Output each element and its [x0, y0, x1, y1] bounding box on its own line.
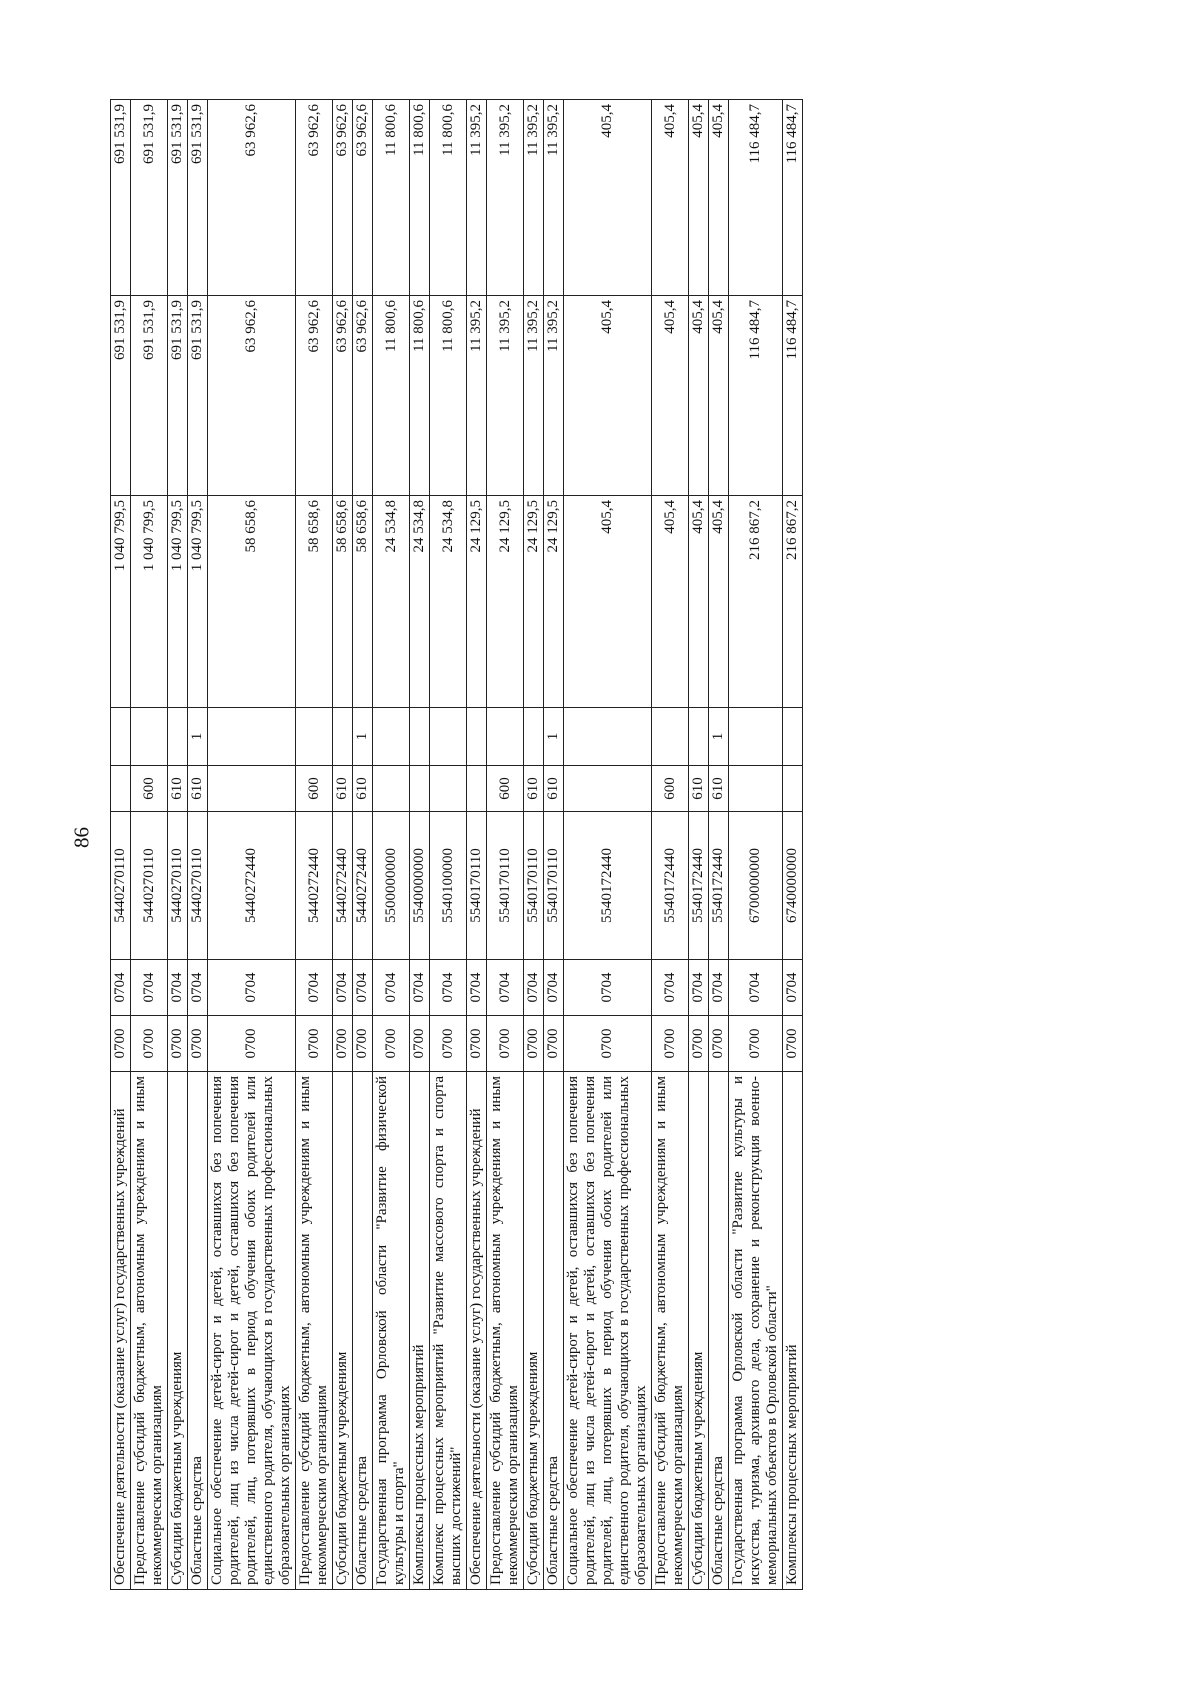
target-article-code: 5540170110: [524, 812, 544, 960]
amount-year-3: 691 531,9: [111, 100, 131, 296]
subsection-code: 0704: [689, 960, 709, 1016]
amount-year-3: 63 962,6: [353, 100, 373, 296]
source-code: [373, 708, 410, 766]
subsection-code: 0704: [430, 960, 467, 1016]
table-row: [296, 100, 333, 1590]
amount-year-2: 691 531,9: [188, 296, 208, 496]
subsection-code: 0704: [783, 960, 803, 1016]
expense-type-code: 600: [131, 766, 168, 812]
section-code: 0700: [783, 1016, 803, 1072]
table-row: [783, 100, 803, 1590]
source-code: [467, 708, 487, 766]
amount-year-3: 691 531,9: [131, 100, 168, 296]
amount-year-2: 63 962,6: [333, 296, 353, 496]
subsection-code: 0704: [524, 960, 544, 1016]
source-code: 1: [544, 708, 564, 766]
amount-year-1: 1 040 799,5: [131, 496, 168, 708]
source-code: [430, 708, 467, 766]
table-row: [111, 100, 131, 1590]
target-article-code: 5540170110: [487, 812, 524, 960]
row-name: Областные средства: [544, 1072, 564, 1590]
subsection-code: 0704: [188, 960, 208, 1016]
table-row: [188, 100, 208, 1590]
subsection-code: 0704: [544, 960, 564, 1016]
source-code: [333, 708, 353, 766]
page-number: 86: [69, 827, 94, 848]
amount-year-3: 63 962,6: [208, 100, 296, 296]
amount-year-3: 405,4: [709, 100, 729, 296]
amount-year-2: 116 484,7: [729, 296, 783, 496]
subsection-code: 0704: [111, 960, 131, 1016]
subsection-code: 0704: [729, 960, 783, 1016]
source-code: 1: [709, 708, 729, 766]
subsection-code: 0704: [487, 960, 524, 1016]
amount-year-1: 58 658,6: [208, 496, 296, 708]
target-article-code: 5440272440: [208, 812, 296, 960]
amount-year-1: 24 129,5: [467, 496, 487, 708]
amount-year-3: 11 395,2: [487, 100, 524, 296]
target-article-code: 5540170110: [544, 812, 564, 960]
table-row: [544, 100, 564, 1590]
row-name: Предоставление субсидий бюджетным, автономным учреждениям и иным некоммерческим организациям: [131, 1072, 168, 1590]
section-code: 0700: [709, 1016, 729, 1072]
subsection-code: 0704: [296, 960, 333, 1016]
amount-year-1: 58 658,6: [333, 496, 353, 708]
amount-year-3: 11 800,6: [410, 100, 430, 296]
target-article-code: 5540100000: [430, 812, 467, 960]
expense-type-code: [373, 766, 410, 812]
source-code: [487, 708, 524, 766]
source-code: [111, 708, 131, 766]
amount-year-2: 11 800,6: [410, 296, 430, 496]
amount-year-2: 405,4: [652, 296, 689, 496]
row-name: Предоставление субсидий бюджетным, автономным учреждениям и иным некоммерческим организациям: [652, 1072, 689, 1590]
source-code: [652, 708, 689, 766]
amount-year-1: 1 040 799,5: [111, 496, 131, 708]
expense-type-code: [729, 766, 783, 812]
amount-year-1: 1 040 799,5: [188, 496, 208, 708]
target-article-code: 5540170110: [467, 812, 487, 960]
amount-year-1: 24 129,5: [524, 496, 544, 708]
section-code: 0700: [467, 1016, 487, 1072]
amount-year-1: 1 040 799,5: [168, 496, 188, 708]
expense-type-code: [564, 766, 652, 812]
expense-type-code: 610: [188, 766, 208, 812]
table-row: [168, 100, 188, 1590]
target-article-code: 5540172440: [709, 812, 729, 960]
table-row: [410, 100, 430, 1590]
row-name: Субсидии бюджетным учреждениям: [168, 1072, 188, 1590]
target-article-code: 5440272440: [296, 812, 333, 960]
amount-year-2: 405,4: [709, 296, 729, 496]
target-article-code: 5440270110: [188, 812, 208, 960]
target-article-code: 5540172440: [652, 812, 689, 960]
expense-type-code: 610: [168, 766, 188, 812]
target-article-code: 5540172440: [564, 812, 652, 960]
target-article-code: 6700000000: [729, 812, 783, 960]
section-code: 0700: [487, 1016, 524, 1072]
section-code: 0700: [296, 1016, 333, 1072]
row-name: Обеспечение деятельности (оказание услуг) государственных учреждений: [467, 1072, 487, 1590]
expense-type-code: [208, 766, 296, 812]
table-row: [430, 100, 467, 1590]
target-article-code: 5540000000: [410, 812, 430, 960]
target-article-code: 6740000000: [783, 812, 803, 960]
row-name: Социальное обеспечение детей-сирот и детей, оставшихся без попечения родителей, лиц из числа детей-сирот и детей, оставшихся без попечения родителей, лиц, потерявших в период обучения обоих родителей или единственного родителя, обучающихся в государственных профессиональных образовательных организациях: [208, 1072, 296, 1590]
section-code: 0700: [168, 1016, 188, 1072]
section-code: 0700: [544, 1016, 564, 1072]
amount-year-3: 11 395,2: [524, 100, 544, 296]
amount-year-3: 63 962,6: [296, 100, 333, 296]
table-row: [729, 100, 783, 1590]
table-row: [564, 100, 652, 1590]
target-article-code: 5440270110: [168, 812, 188, 960]
table-row: [131, 100, 168, 1590]
expense-type-code: 610: [544, 766, 564, 812]
amount-year-2: 11 395,2: [487, 296, 524, 496]
section-code: 0700: [689, 1016, 709, 1072]
row-name: Комплексы процессных мероприятий: [410, 1072, 430, 1590]
section-code: 0700: [729, 1016, 783, 1072]
amount-year-1: 216 867,2: [783, 496, 803, 708]
target-article-code: 5440272440: [353, 812, 373, 960]
source-code: [524, 708, 544, 766]
subsection-code: 0704: [564, 960, 652, 1016]
amount-year-3: 116 484,7: [783, 100, 803, 296]
amount-year-3: 405,4: [689, 100, 709, 296]
subsection-code: 0704: [652, 960, 689, 1016]
subsection-code: 0704: [168, 960, 188, 1016]
source-code: [783, 708, 803, 766]
amount-year-2: 63 962,6: [296, 296, 333, 496]
source-code: 1: [188, 708, 208, 766]
subsection-code: 0704: [353, 960, 373, 1016]
row-name: Обеспечение деятельности (оказание услуг) государственных учреждений: [111, 1072, 131, 1590]
amount-year-3: 63 962,6: [333, 100, 353, 296]
section-code: 0700: [131, 1016, 168, 1072]
subsection-code: 0704: [208, 960, 296, 1016]
row-name: Государственная программа Орловской области "Развитие физической культуры и спорта": [373, 1072, 410, 1590]
row-name: Государственная программа Орловской области "Развитие культуры и искусства, туризма, архивного дела, сохранение и реконструкция военно-мемориальных объектов в Орловской области": [729, 1072, 783, 1590]
table-row: [689, 100, 709, 1590]
amount-year-3: 405,4: [564, 100, 652, 296]
row-name: Областные средства: [188, 1072, 208, 1590]
amount-year-2: 11 800,6: [430, 296, 467, 496]
row-name: Областные средства: [353, 1072, 373, 1590]
expense-type-code: 600: [487, 766, 524, 812]
amount-year-1: 405,4: [564, 496, 652, 708]
amount-year-3: 116 484,7: [729, 100, 783, 296]
section-code: 0700: [373, 1016, 410, 1072]
source-code: [729, 708, 783, 766]
section-code: 0700: [353, 1016, 373, 1072]
table-row: [467, 100, 487, 1590]
section-code: 0700: [430, 1016, 467, 1072]
row-name: Предоставление субсидий бюджетным, автономным учреждениям и иным некоммерческим организациям: [487, 1072, 524, 1590]
budget-table-body: [111, 100, 803, 1590]
expense-type-code: [783, 766, 803, 812]
section-code: 0700: [188, 1016, 208, 1072]
amount-year-2: 11 395,2: [524, 296, 544, 496]
amount-year-3: 11 800,6: [373, 100, 410, 296]
table-row: [487, 100, 524, 1590]
source-code: [410, 708, 430, 766]
section-code: 0700: [564, 1016, 652, 1072]
amount-year-3: 405,4: [652, 100, 689, 296]
target-article-code: 5540172440: [689, 812, 709, 960]
row-name: Комплекс процессных мероприятий "Развитие массового спорта и спорта высших достижений": [430, 1072, 467, 1590]
amount-year-2: 405,4: [564, 296, 652, 496]
subsection-code: 0704: [333, 960, 353, 1016]
expense-type-code: 610: [333, 766, 353, 812]
budget-table: [110, 99, 803, 1590]
source-code: [208, 708, 296, 766]
expense-type-code: 610: [689, 766, 709, 812]
amount-year-2: 11 395,2: [467, 296, 487, 496]
row-name: Областные средства: [709, 1072, 729, 1590]
amount-year-2: 116 484,7: [783, 296, 803, 496]
amount-year-3: 11 800,6: [430, 100, 467, 296]
source-code: [564, 708, 652, 766]
target-article-code: 5440270110: [111, 812, 131, 960]
amount-year-1: 24 534,8: [430, 496, 467, 708]
section-code: 0700: [208, 1016, 296, 1072]
amount-year-1: 405,4: [709, 496, 729, 708]
table-row: [208, 100, 296, 1590]
amount-year-2: 63 962,6: [208, 296, 296, 496]
table-row: [333, 100, 353, 1590]
source-code: [131, 708, 168, 766]
amount-year-1: 405,4: [652, 496, 689, 708]
amount-year-1: 58 658,6: [353, 496, 373, 708]
amount-year-2: 11 395,2: [544, 296, 564, 496]
subsection-code: 0704: [131, 960, 168, 1016]
target-article-code: 5440272440: [333, 812, 353, 960]
expense-type-code: [467, 766, 487, 812]
table-row: [652, 100, 689, 1590]
expense-type-code: [410, 766, 430, 812]
expense-type-code: 600: [652, 766, 689, 812]
source-code: [296, 708, 333, 766]
section-code: 0700: [524, 1016, 544, 1072]
budget-table-wrapper: [110, 0, 1010, 1590]
row-name: Субсидии бюджетным учреждениям: [689, 1072, 709, 1590]
expense-type-code: 610: [353, 766, 373, 812]
amount-year-1: 58 658,6: [296, 496, 333, 708]
target-article-code: 5440270110: [131, 812, 168, 960]
amount-year-3: 691 531,9: [168, 100, 188, 296]
row-name: Социальное обеспечение детей-сирот и детей, оставшихся без попечения родителей, лиц из числа детей-сирот и детей, оставшихся без попечения родителей, лиц, потерявших в период обучения обоих родителей или единственного родителя, обучающихся в государственных профессиональных образовательных организациях: [564, 1072, 652, 1590]
target-article-code: 5500000000: [373, 812, 410, 960]
row-name: Субсидии бюджетным учреждениям: [524, 1072, 544, 1590]
amount-year-2: 405,4: [689, 296, 709, 496]
table-row: [353, 100, 373, 1590]
amount-year-3: 11 395,2: [544, 100, 564, 296]
amount-year-2: 11 800,6: [373, 296, 410, 496]
subsection-code: 0704: [410, 960, 430, 1016]
expense-type-code: 610: [709, 766, 729, 812]
section-code: 0700: [333, 1016, 353, 1072]
row-name: Предоставление субсидий бюджетным, автономным учреждениям и иным некоммерческим организациям: [296, 1072, 333, 1590]
amount-year-2: 63 962,6: [353, 296, 373, 496]
source-code: 1: [353, 708, 373, 766]
section-code: 0700: [410, 1016, 430, 1072]
amount-year-1: 24 534,8: [373, 496, 410, 708]
table-row: [373, 100, 410, 1590]
section-code: 0700: [111, 1016, 131, 1072]
amount-year-1: 24 129,5: [544, 496, 564, 708]
expense-type-code: 610: [524, 766, 544, 812]
subsection-code: 0704: [709, 960, 729, 1016]
amount-year-3: 691 531,9: [188, 100, 208, 296]
amount-year-3: 11 395,2: [467, 100, 487, 296]
amount-year-1: 24 534,8: [410, 496, 430, 708]
amount-year-2: 691 531,9: [168, 296, 188, 496]
amount-year-2: 691 531,9: [111, 296, 131, 496]
row-name: Комплексы процессных мероприятий: [783, 1072, 803, 1590]
source-code: [689, 708, 709, 766]
row-name: Субсидии бюджетным учреждениям: [333, 1072, 353, 1590]
expense-type-code: 600: [296, 766, 333, 812]
subsection-code: 0704: [467, 960, 487, 1016]
section-code: 0700: [652, 1016, 689, 1072]
expense-type-code: [111, 766, 131, 812]
source-code: [168, 708, 188, 766]
amount-year-1: 216 867,2: [729, 496, 783, 708]
subsection-code: 0704: [373, 960, 410, 1016]
amount-year-1: 24 129,5: [487, 496, 524, 708]
table-row: [709, 100, 729, 1590]
expense-type-code: [430, 766, 467, 812]
amount-year-2: 691 531,9: [131, 296, 168, 496]
amount-year-1: 405,4: [689, 496, 709, 708]
table-row: [524, 100, 544, 1590]
